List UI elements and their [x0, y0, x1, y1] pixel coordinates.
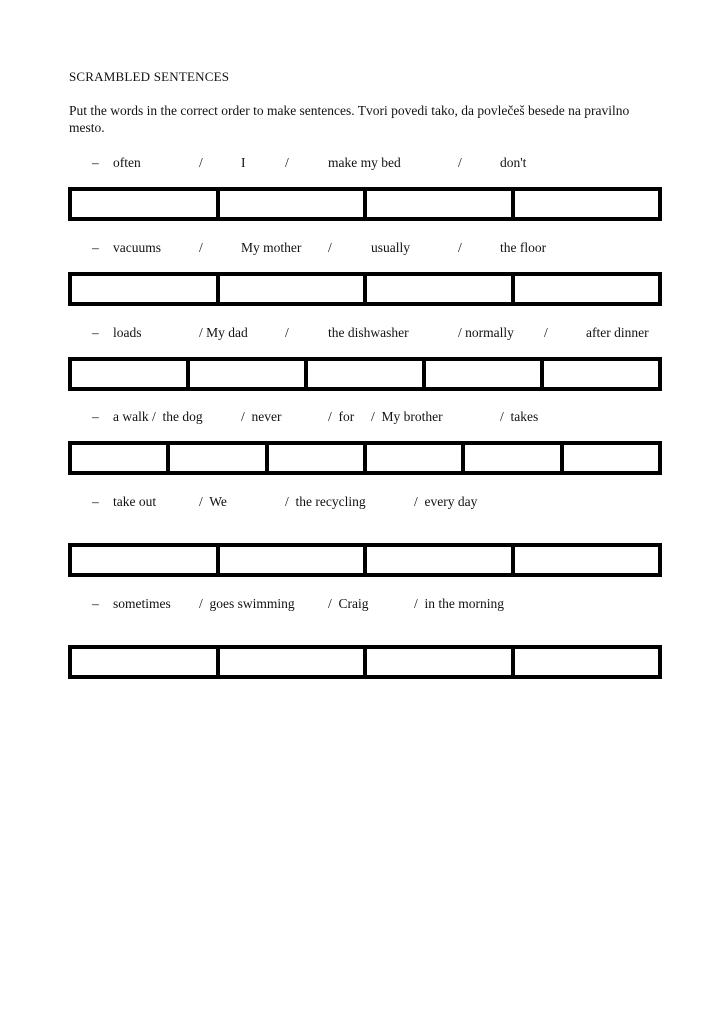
word-row-2: [0, 240, 725, 260]
answer-box-1: [68, 187, 662, 221]
word-separator: /: [458, 155, 462, 170]
word-separator: /: [458, 240, 462, 255]
word-separator: /: [544, 325, 548, 340]
word-row-6: [0, 596, 725, 616]
word-row-3: [0, 325, 725, 345]
word-chip[interactable]: a walk / the dog: [113, 409, 203, 424]
drop-slot[interactable]: [216, 649, 364, 675]
word-chip[interactable]: / normally: [458, 325, 514, 340]
word-row-1: [0, 155, 725, 175]
drop-slot[interactable]: [363, 191, 511, 217]
word-chip[interactable]: vacuums: [113, 240, 161, 255]
word-separator: /: [199, 155, 203, 170]
word-chip[interactable]: don't: [500, 155, 527, 170]
drop-slot[interactable]: [72, 276, 216, 302]
word-chip[interactable]: My mother: [241, 240, 302, 255]
drop-slot[interactable]: [216, 191, 364, 217]
word-chip[interactable]: the dishwasher: [328, 325, 409, 340]
drop-slot[interactable]: [304, 361, 422, 387]
word-chip[interactable]: / every day: [414, 494, 478, 509]
answer-box-4: [68, 441, 662, 475]
drop-slot[interactable]: [422, 361, 540, 387]
answer-box-2: [68, 272, 662, 306]
word-chip[interactable]: / in the morning: [414, 596, 504, 611]
drop-slot[interactable]: [72, 649, 216, 675]
drop-slot[interactable]: [540, 361, 658, 387]
drop-slot[interactable]: [511, 191, 659, 217]
drop-slot[interactable]: [72, 547, 216, 573]
drop-slot[interactable]: [186, 361, 304, 387]
drop-slot[interactable]: [72, 361, 186, 387]
word-row-4: [0, 409, 725, 429]
word-separator: /: [285, 155, 289, 170]
word-separator: /: [199, 240, 203, 255]
drop-slot[interactable]: [216, 276, 364, 302]
drop-slot[interactable]: [166, 445, 264, 471]
answer-box-3: [68, 357, 662, 391]
drop-slot[interactable]: [560, 445, 658, 471]
word-chip[interactable]: / the recycling: [285, 494, 366, 509]
word-chip[interactable]: / We: [199, 494, 227, 509]
drop-slot[interactable]: [363, 276, 511, 302]
bullet-dash: –: [92, 596, 99, 611]
word-chip[interactable]: I: [241, 155, 246, 170]
word-chip[interactable]: make my bed: [328, 155, 401, 170]
word-chip[interactable]: / My dad: [199, 325, 248, 340]
drop-slot[interactable]: [461, 445, 559, 471]
word-chip[interactable]: / takes: [500, 409, 539, 424]
word-chip[interactable]: loads: [113, 325, 142, 340]
word-separator: /: [285, 325, 289, 340]
drop-slot[interactable]: [363, 445, 461, 471]
word-chip[interactable]: / never: [241, 409, 282, 424]
word-chip[interactable]: often: [113, 155, 141, 170]
drop-slot[interactable]: [216, 547, 364, 573]
worksheet-title: SCRAMBLED SENTENCES: [69, 69, 230, 84]
drop-slot[interactable]: [511, 649, 659, 675]
answer-box-5: [68, 543, 662, 577]
bullet-dash: –: [92, 240, 99, 255]
word-chip[interactable]: after dinner: [586, 325, 649, 340]
bullet-dash: –: [92, 155, 99, 170]
answer-box-6: [68, 645, 662, 679]
word-chip[interactable]: / My brother: [371, 409, 443, 424]
drop-slot[interactable]: [511, 276, 659, 302]
bullet-dash: –: [92, 409, 99, 424]
drop-slot[interactable]: [265, 445, 363, 471]
word-chip[interactable]: the floor: [500, 240, 547, 255]
word-chip[interactable]: usually: [371, 240, 410, 255]
word-separator: /: [328, 240, 332, 255]
word-chip[interactable]: sometimes: [113, 596, 171, 611]
word-chip[interactable]: take out: [113, 494, 157, 509]
instructions: Put the words in the correct order to make sentences. Tvori povedi tako, da povlečeš besede na pravilno mesto.: [69, 103, 630, 135]
drop-slot[interactable]: [511, 547, 659, 573]
word-row-5: [0, 494, 725, 514]
bullet-dash: –: [92, 494, 99, 509]
drop-slot[interactable]: [72, 191, 216, 217]
word-chip[interactable]: / for: [328, 409, 355, 424]
drop-slot[interactable]: [363, 649, 511, 675]
bullet-dash: –: [92, 325, 99, 340]
drop-slot[interactable]: [363, 547, 511, 573]
word-chip[interactable]: / Craig: [328, 596, 369, 611]
drop-slot[interactable]: [72, 445, 166, 471]
word-chip[interactable]: / goes swimming: [199, 596, 295, 611]
